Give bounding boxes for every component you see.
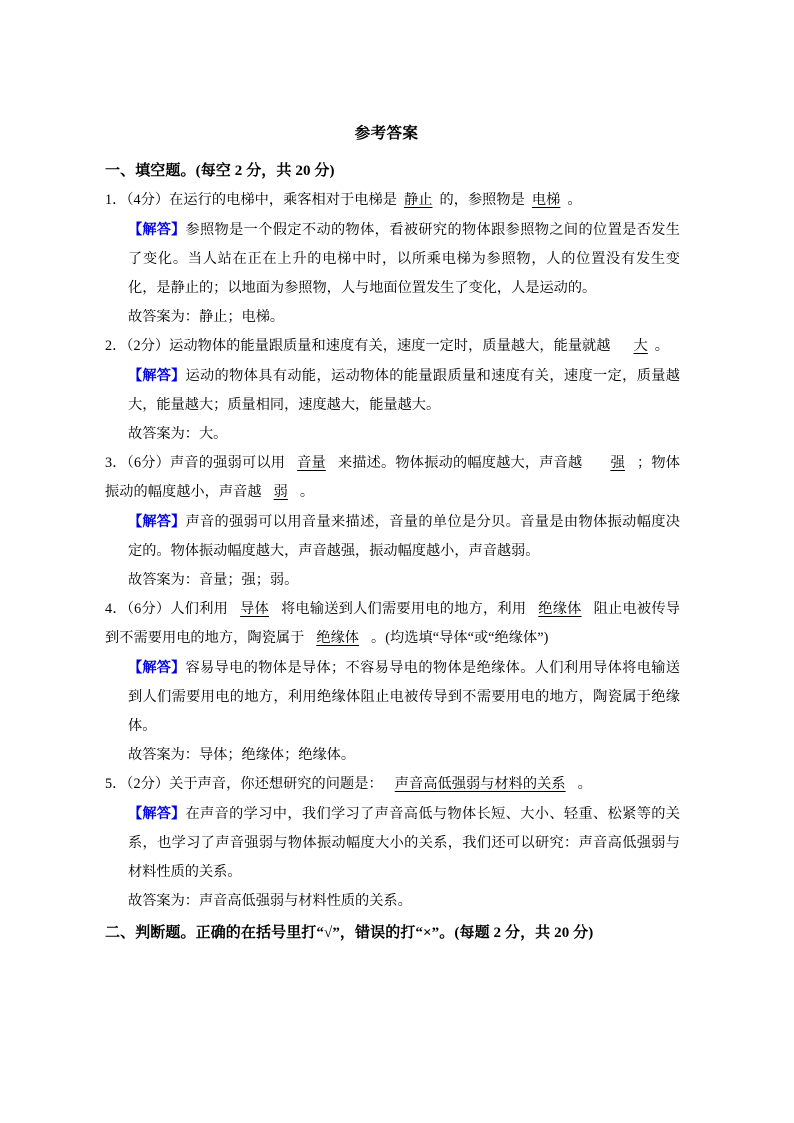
- explanation-4: [105, 654, 680, 742]
- question-stem-2: 2．（2分）运动物体的能量跟质量和速度有关，速度一定时，质量越大，能量就越 大 。: [105, 338, 670, 355]
- question-marks-2: （2分）: [126, 338, 170, 355]
- question-number-4: 4: [105, 601, 113, 618]
- final-answer-3: 故答案为：音量；强；弱。: [128, 572, 299, 589]
- explanation-2: [105, 362, 680, 420]
- answer-blank-4-2: 绝缘体: [538, 601, 582, 618]
- final-answer-4: 故答案为：导体；绝缘体；绝缘体。: [128, 747, 356, 764]
- question-number-3: 3: [105, 455, 113, 472]
- question-text-2a: 运动物体的能量跟质量和速度有关，速度一定时，质量越大，能量就越: [169, 338, 611, 355]
- question-text-1b: 的，参照物是: [439, 192, 525, 209]
- explanation-tag-3: 【解答】: [128, 513, 186, 530]
- question-block-1: [105, 186, 680, 332]
- answer-blank-3-2: 强: [610, 455, 625, 472]
- question-text-3b: 来描述。物体振动的幅度越大，声音越: [337, 455, 583, 472]
- answer-blank-3-3: 弱: [273, 484, 288, 501]
- question-text-4a: 人们利用: [170, 601, 229, 618]
- question-text-4c: 阻止电被传导到不需要用电的地方，陶瓷属于: [105, 601, 680, 647]
- question-text-5a: 关于声音，你还想研究的问题是：: [169, 776, 383, 793]
- question-marks-5: （2分）: [126, 776, 170, 793]
- question-marks-4: （6分）: [126, 601, 171, 618]
- question-block-3: [105, 449, 680, 595]
- question-text-2b: 。: [654, 338, 670, 355]
- answer-blank-4-3: 绝缘体: [316, 630, 360, 647]
- explanation-text-1: 参照物是一个假定不动的物体，看被研究的物体跟参照物之间的位置是否发生了变化。当人站在正在上升的电梯中时，以所乘电梯为参照物，人的位置没有发生变化，是静止的；以地面为参照物，人与地面位置发生了变化，人是运动的。: [128, 221, 680, 296]
- explanation-text-5: 在声音的学习中，我们学习了声音高低与物体长短、大小、轻重、松紧等的关系，也学习了声音强弱与物体振动幅度大小的关系，我们还可以研究：声音高低强弱与材料性质的关系。: [128, 805, 680, 881]
- question-stem-5: 5．（2分）关于声音，你还想研究的问题是： 声音高低强弱与材料的关系 。: [105, 776, 592, 793]
- question-marks-3: （6分）: [126, 455, 171, 472]
- section-heading-fill-in-blanks: 一、填空题。(每空 2 分，共 20 分): [105, 163, 335, 180]
- explanation-tag-4: 【解答】: [128, 659, 186, 676]
- explanation-text-2: 运动的物体具有动能，运动物体的能量跟质量和速度有关，速度一定，质量越大，能量越大；质量相同，速度越大，能量越大。: [128, 367, 680, 413]
- question-text-3c: ；物体振动的幅度越小，声音越: [105, 455, 680, 501]
- question-text-4b: 将电输送到人们需要用电的地方，利用: [280, 601, 527, 618]
- question-marks-1: （4分）: [126, 192, 170, 209]
- question-block-2: [105, 332, 680, 449]
- answer-blank-5-1: 声音高低强弱与材料的关系: [394, 776, 566, 793]
- explanation-tag-1: 【解答】: [128, 221, 186, 238]
- explanation-tag-2: 【解答】: [128, 367, 186, 384]
- explanation-tag-5: 【解答】: [128, 805, 186, 822]
- question-text-3a: 声音的强弱可以用: [170, 455, 286, 472]
- answer-blank-4-1: 导体: [240, 601, 269, 618]
- explanation-text-3: 声音的强弱可以用音量来描述，音量的单位是分贝。音量是由物体振动幅度决定的。物体振动幅度越大，声音越强，振动幅度越小，声音越弱。: [128, 513, 680, 559]
- answer-blank-1-2: 电梯: [531, 192, 561, 209]
- question-text-1c: 。: [567, 192, 582, 209]
- final-answer-2: 故答案为：大。: [128, 426, 228, 442]
- question-block-4: [105, 595, 680, 770]
- question-text-4d: 。(均选填“导体“或“绝缘体”): [371, 630, 549, 647]
- question-number-5: 5: [105, 776, 113, 793]
- answer-blank-2-1: 大: [633, 338, 648, 355]
- section-heading-true-false: 二、判断题。正确的在括号里打“√”，错误的打“×”。(每题 2 分，共 20 分): [105, 925, 594, 942]
- question-stem-1: 1．（4分）在运行的电梯中，乘客相对于电梯是 静止 的，参照物是 电梯 。: [105, 192, 582, 209]
- final-answer-5: 故答案为：声音高低强弱与材料性质的关系。: [128, 893, 412, 910]
- answer-blank-3-1: 音量: [297, 455, 326, 472]
- explanation-1: [105, 216, 680, 304]
- answer-blank-1-1: 静止: [403, 192, 433, 209]
- question-block-5: [105, 770, 680, 916]
- page-title: 参考答案: [354, 125, 419, 142]
- explanation-text-4: 容易导电的物体是导体；不容易导电的物体是绝缘体。人们利用导体将电输送到人们需要用电的地方，利用绝缘体阻止电被传导到不需要用电的地方，陶瓷属于绝缘体。: [128, 659, 680, 735]
- question-number-2: 2: [105, 338, 113, 355]
- question-stem-3: 3．（6分）声音的强弱可以用 音量 来描述。物体振动的幅度越大，声音越 强 ；物体振动的幅度越小，声音越 弱 。: [105, 455, 680, 501]
- explanation-3: [105, 508, 680, 566]
- final-answer-1: 故答案为：静止；电梯。: [128, 309, 285, 326]
- question-text-5b: 。: [577, 776, 592, 793]
- explanation-5: [105, 800, 680, 888]
- question-text-1a: 在运行的电梯中，乘客相对于电梯是: [169, 192, 397, 209]
- question-number-1: 1: [105, 192, 113, 209]
- question-text-3d: 。: [299, 484, 315, 501]
- question-stem-4: 4．（6分）人们利用 导体 将电输送到人们需要用电的地方，利用 绝缘体 阻止电被传导到不需要用电的地方，陶瓷属于 绝缘体 。(均选填“导体“或“绝缘体”): [105, 601, 680, 647]
